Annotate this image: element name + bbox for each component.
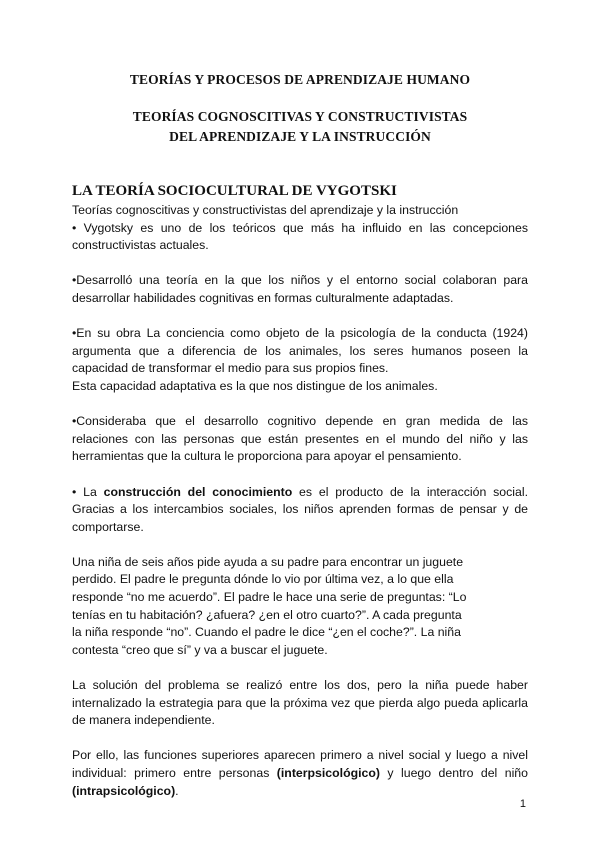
paragraph-higher-functions: Por ello, las funciones superiores aparecen primero a nivel social y luego a nivel individual: primero entre personas (interpsicológico) y luego dentro del niño (intrapsicológico). [72, 748, 528, 798]
paragraph-adaptive-capacity: Esta capacidad adaptativa es la que nos distingue de los animales. [72, 378, 438, 393]
page-number: 1 [519, 798, 526, 810]
paragraph-conciencia: •En su obra La conciencia como objeto de la psicología de la conducta (1924) argumenta que a diferencia de los animales, los seres humanos poseen la capacidad de transformar el medio para sus propios fines. [72, 326, 528, 376]
story-line: tenías en tu habitación? ¿afuera? ¿en el otro cuarto?”. A cada pregunta [72, 607, 462, 622]
bold-term-interpsicologico: (interpsicológico) [276, 766, 380, 780]
story-line: Una niña de seis años pide ayuda a su padre para encontrar un juguete [72, 554, 464, 569]
document-subtitle-line2: DEL APRENDIZAJE Y LA INSTRUCCIÓN [169, 129, 431, 144]
paragraph-theory: •Desarrolló una teoría en la que los niños y el entorno social colaboran para desarrollar habilidades cognitivas en formas culturalmente adaptadas. [72, 273, 528, 305]
paragraph-example-story [72, 554, 472, 660]
paragraph-cognitive-development: •Consideraba que el desarrollo cognitivo depende en gran medida de las relaciones con las personas que están presentes en el mundo del niño y las herramientas que la cultura le proporciona para apoyar el pensamiento. [72, 414, 528, 464]
paragraph-knowledge-construction: • La construcción del conocimiento es el producto de la interacción social. Gracias a los intercambios sociales, los niños aprenden formas de pensar y de comportarse. [72, 484, 528, 534]
document-subtitle-line1: TEORÍAS COGNOSCITIVAS Y CONSTRUCTIVISTAS [132, 109, 468, 124]
body-content [72, 202, 528, 800]
story-line: contesta “creo que sí” y va a buscar el juguete. [72, 642, 328, 657]
story-line: la niña responde “no”. Cuando el padre le dice “¿en el coche?”. La niña [72, 625, 461, 640]
section-heading: LA TEORÍA SOCIOCULTURAL DE VYGOTSKI [72, 183, 397, 199]
story-line: perdido. El padre le pregunta dónde lo vio por última vez, a lo que ella [72, 572, 454, 587]
document-title: TEORÍAS Y PROCESOS DE APRENDIZAJE HUMANO [129, 72, 471, 87]
paragraph-vygotsky-influence: • Vygotsky es uno de los teóricos que más ha influido en las concepciones constructivistas actuales. [72, 220, 528, 253]
story-line: responde “no me acuerdo”. El padre le hace una serie de preguntas: “Lo [72, 590, 467, 605]
bold-term-intrapsicologico: (intrapsicológico) [72, 783, 176, 798]
section-subtitle: Teorías cognoscitivas y constructivistas del aprendizaje y la instrucción [72, 203, 459, 217]
paragraph-solution: La solución del problema se realizó entre los dos, pero la niña puede haber internalizado la estrategia para que la próxima vez que pierda algo pueda aplicarla de manera independiente. [72, 678, 528, 728]
bold-term-construccion: construcción del conocimiento [103, 484, 293, 499]
